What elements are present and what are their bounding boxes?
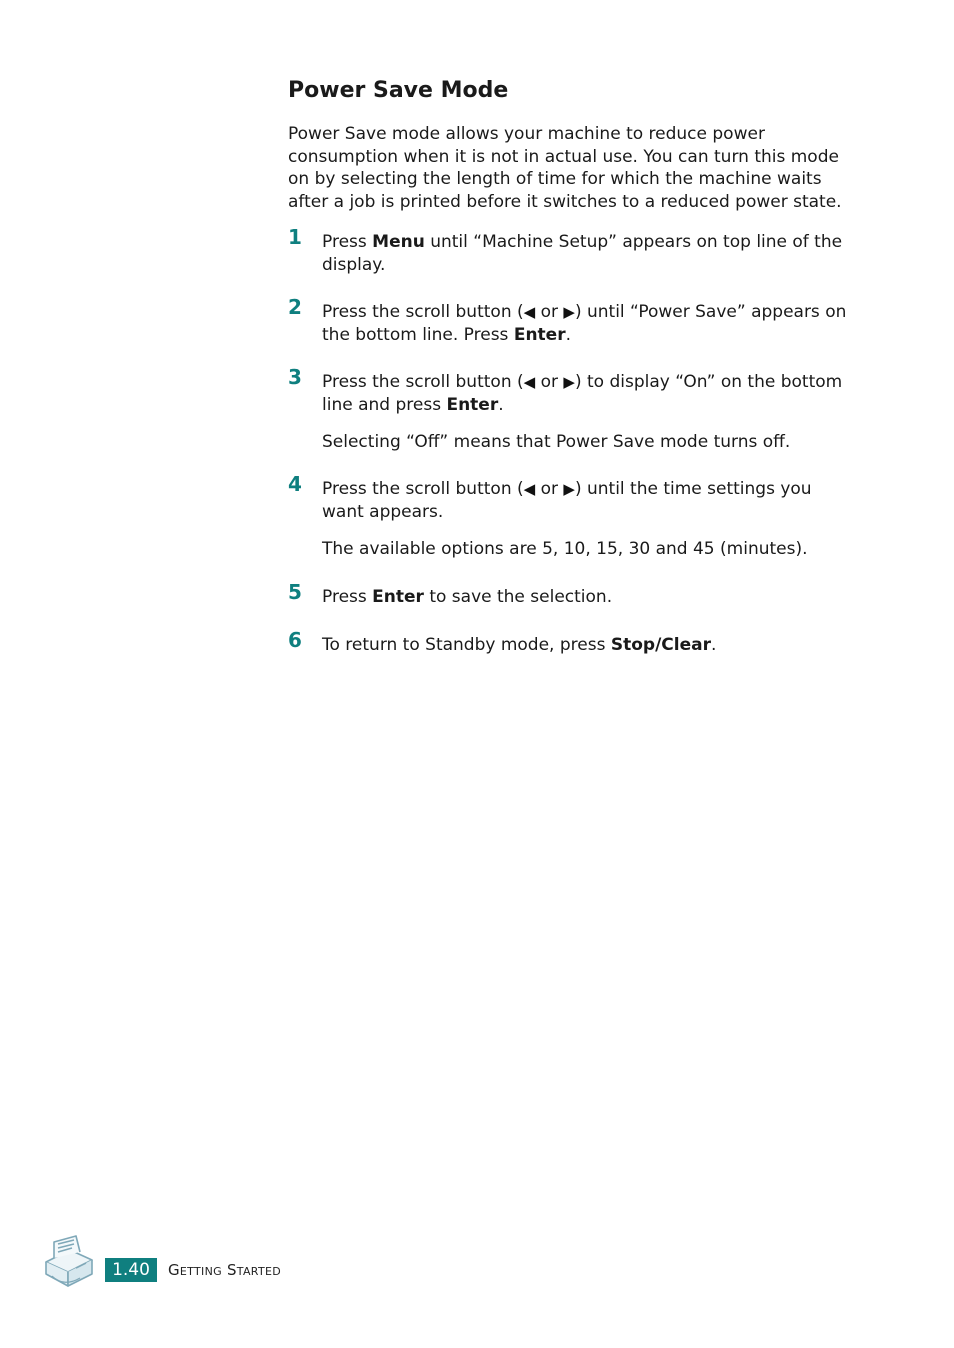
step-note: The available options are 5, 10, 15, 30 and 45 (minutes). xyxy=(322,539,808,559)
step-number: 6 xyxy=(288,628,302,652)
step-text: Press Menu until “Machine Setup” appears on top line of the display. xyxy=(322,232,843,275)
step-2 xyxy=(288,295,854,347)
page-footer xyxy=(40,1232,440,1294)
step-4 xyxy=(288,472,854,561)
right-arrow-icon: ▶ xyxy=(563,373,575,391)
step-number: 2 xyxy=(288,295,302,319)
left-arrow-icon: ◀ xyxy=(523,480,536,498)
step-text: Press the scroll button (◀ or ▶) to display “On” on the bottom line and press Enter. xyxy=(322,372,843,415)
enter-button-name: Enter xyxy=(372,587,424,607)
step-note: Selecting “Off” means that Power Save mode turns off. xyxy=(322,432,791,452)
intro-paragraph: Power Save mode allows your machine to reduce power consumption when it is not in actual use. You can turn this mode on by selecting the length of time for which the machine waits after a job is printed before it switches to a reduced power state. xyxy=(288,124,842,212)
page-title: Power Save Mode xyxy=(288,78,509,103)
right-arrow-icon: ▶ xyxy=(563,303,575,321)
left-arrow-icon: ◀ xyxy=(523,373,536,391)
enter-button-name: Enter xyxy=(446,395,499,415)
step-text: Press the scroll button (◀ or ▶) until the time settings you want appears. xyxy=(322,479,812,522)
step-number: 3 xyxy=(288,365,302,389)
step-5 xyxy=(288,580,854,609)
stop-clear-button-name: Stop/Clear xyxy=(610,635,711,655)
section-name: Getting Started xyxy=(168,1261,281,1279)
step-text: Press Enter to save the selection. xyxy=(322,587,613,607)
page-number: 1.40 xyxy=(105,1258,157,1282)
left-arrow-icon: ◀ xyxy=(523,303,536,321)
step-text: To return to Standby mode, press Stop/Clear. xyxy=(322,635,717,655)
enter-button-name: Enter xyxy=(513,325,566,345)
step-number: 1 xyxy=(288,225,302,249)
step-number: 5 xyxy=(288,580,302,604)
printer-icon xyxy=(40,1232,96,1290)
step-3 xyxy=(288,365,854,454)
step-number: 4 xyxy=(288,472,302,496)
step-1 xyxy=(288,225,854,277)
step-6 xyxy=(288,628,854,657)
right-arrow-icon: ▶ xyxy=(563,480,575,498)
menu-button-name: Menu xyxy=(372,232,425,252)
step-text: Press the scroll button (◀ or ▶) until “Power Save” appears on the bottom line. Press Enter. xyxy=(322,302,847,345)
